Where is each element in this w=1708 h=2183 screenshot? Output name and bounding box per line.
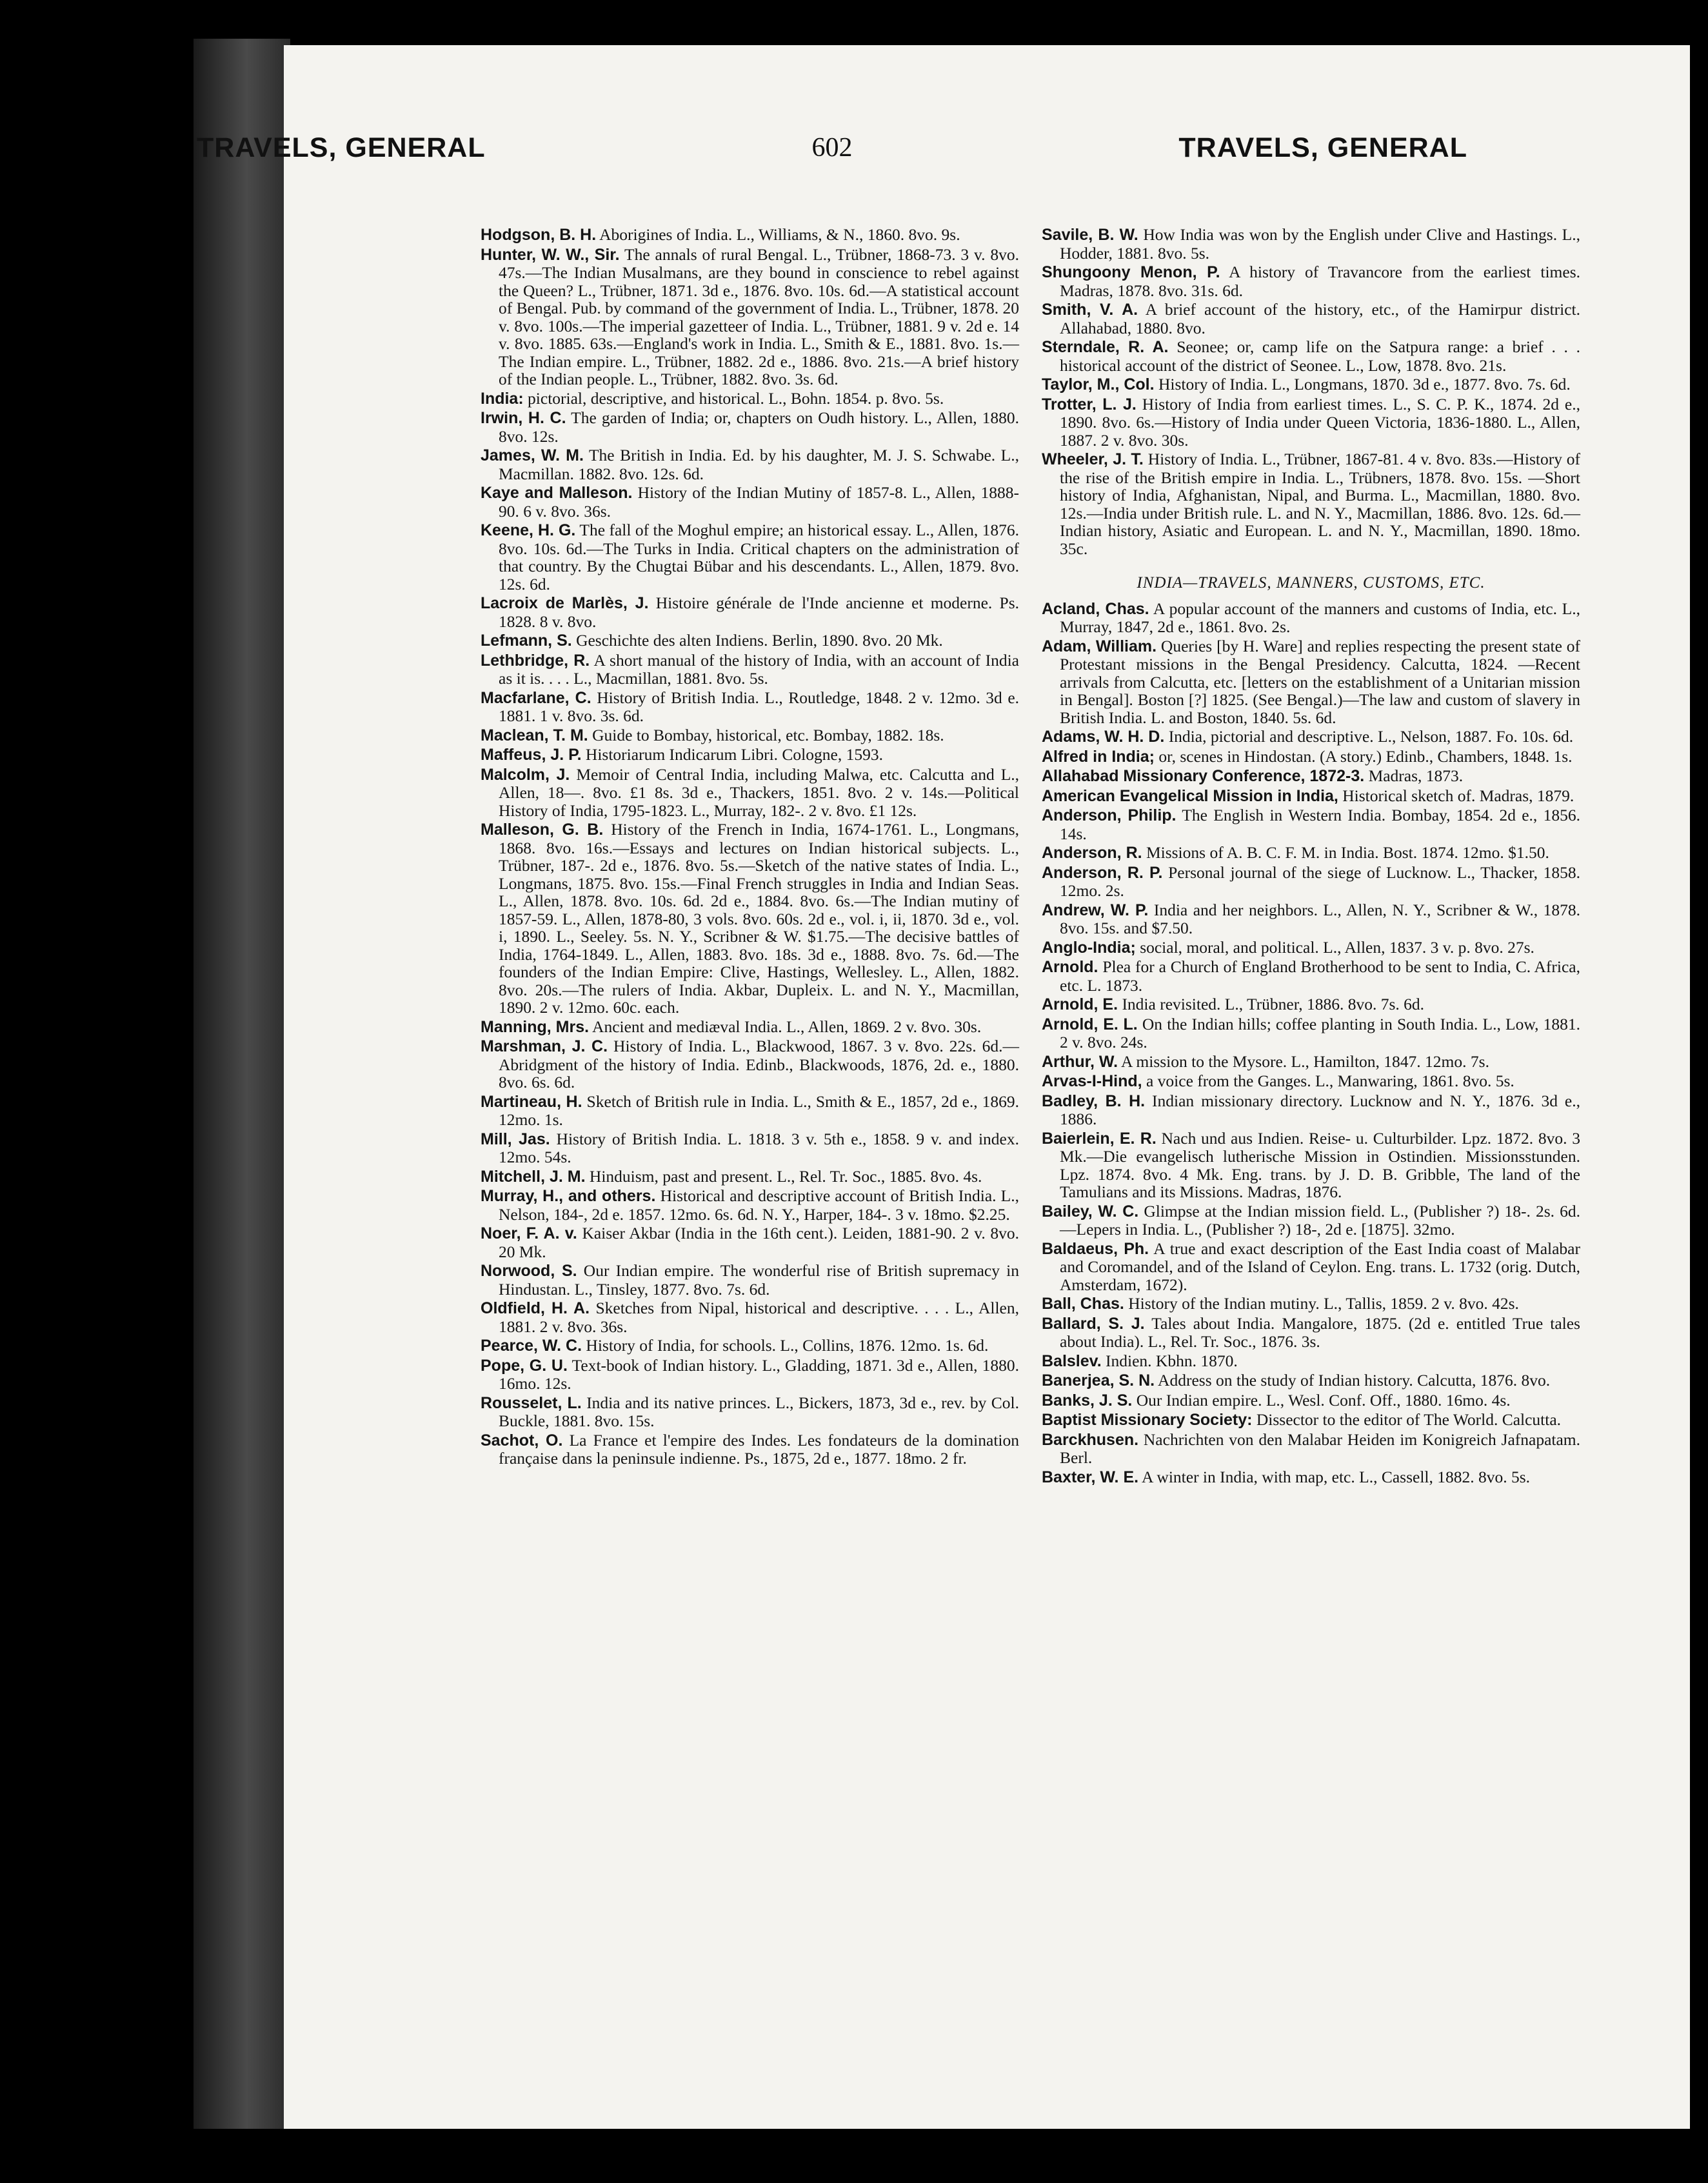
entry-author: Ballard, S. J. [1042, 1314, 1145, 1333]
bibliography-entry [1042, 939, 1580, 957]
entry-author: Arnold, E. [1042, 995, 1118, 1013]
bibliography-entry [1042, 1468, 1580, 1487]
bibliography-entry [1042, 1371, 1580, 1390]
entry-text: How India was won by the English under Clive and Hastings. L., Hodder, 1881. 8vo. 5s. [1060, 225, 1581, 263]
entry-author: Smith, V. A. [1042, 301, 1138, 319]
entry-text: Memoir of Central India, including Malwa, etc. Calcutta and L., Allen, 18—. 8vo. £1 8s. 3d e., Thackers, 1851. 8vo. 2 v. 14s.—Political History of India, 1795-1823. L., Murray, 182-. 2 v. 8vo. £1 12s. [499, 764, 1020, 820]
bibliography-entry [1042, 864, 1580, 900]
entry-text: Nachrichten von den Malabar Heiden im Konigreich Jafnapatam. Berl. [1060, 1430, 1581, 1467]
entry-text: La France et l'empire des Indes. Les fondateurs de la domination française dans la peninsule indienne. Ps., 1875, 2d e., 1877. 18mo. 2 fr. [499, 1430, 1020, 1468]
entry-text: Indien. Kbhn. 1870. [1106, 1351, 1238, 1370]
entry-author: Acland, Chas. [1042, 599, 1149, 618]
bibliography-entry [481, 409, 1019, 445]
entry-text: The English in Western India. Bombay, 1854. 2d e., 1856. 14s. [1060, 806, 1580, 843]
entry-author: Lefmann, S. [481, 632, 572, 650]
entry-author: Anderson, R. P. [1042, 863, 1163, 882]
entry-author: Banks, J. S. [1042, 1391, 1133, 1410]
bibliography-entry [1042, 1240, 1580, 1294]
entry-text: India revisited. L., Trübner, 1886. 8vo. 7s. 6d. [1122, 995, 1425, 1013]
bibliography-entry [481, 689, 1019, 725]
entry-author: Sachot, O. [481, 1431, 563, 1450]
bibliography-entry [1042, 375, 1580, 394]
bibliography-entry [481, 246, 1019, 388]
entry-author: Martineau, H. [481, 1092, 582, 1111]
bibliography-entry [481, 390, 1019, 408]
entry-author: Lethbridge, R. [481, 651, 590, 670]
entry-text: The garden of India; or, chapters on Oudh history. L., Allen, 1880. 8vo. 12s. [499, 408, 1019, 446]
entry-text: Hinduism, past and present. L., Rel. Tr. Soc., 1885. 8vo. 4s. [589, 1166, 982, 1186]
entry-author: Mill, Jas. [481, 1130, 550, 1148]
entry-text: History of India. L., Trübner, 1867-81. 4 v. 8vo. 83s.—History of the rise of the British empire in India. L., Trübners, 1878. 8vo. 15s. —Short history of India, Afghanistan, Nipal, and Burma. L., Macmillan, 1880. 8vo. 12s.—India under British rule. L. and N. Y., Macmillan, 1886. 8vo. 12s. 6d.—Indian history, Asiatic and European. L. and N. Y., Macmillan, 1890. 18mo. 35c. [1060, 450, 1580, 558]
bibliography-entry [481, 1037, 1019, 1092]
entry-author: Balslev. [1042, 1351, 1102, 1370]
entry-author: Pearce, W. C. [481, 1337, 582, 1355]
bibliography-entry [481, 1018, 1019, 1037]
entry-author: Adam, William. [1042, 637, 1157, 655]
entry-author: Arnold, E. L. [1042, 1015, 1138, 1033]
bibliography-entry [1042, 1411, 1580, 1430]
entry-author: Macfarlane, C. [481, 688, 591, 707]
bibliography-entry [481, 1299, 1019, 1335]
bibliography-entry [481, 594, 1019, 630]
bibliography-entry [1042, 728, 1580, 746]
entry-author: Savile, B. W. [1042, 226, 1138, 244]
bibliography-entry [481, 1224, 1019, 1261]
bibliography-entry [481, 1093, 1019, 1129]
book-spine-edge [194, 39, 290, 2129]
entry-text: Guide to Bombay, historical, etc. Bombay, 1882. 18s. [592, 725, 944, 744]
entry-author: Kaye and Malleson. [481, 484, 633, 502]
bibliography-entry [481, 1130, 1019, 1166]
bibliography-entry [1042, 1053, 1580, 1072]
entry-text: History of the Indian mutiny. L., Tallis, 1859. 2 v. 8vo. 42s. [1128, 1294, 1519, 1313]
entry-text: History of India, for schools. L., Collins, 1876. 12mo. 1s. 6d. [586, 1336, 989, 1355]
entry-text: Missions of A. B. C. F. M. in India. Bost. 1874. 12mo. $1.50. [1146, 843, 1549, 862]
entry-author: Wheeler, J. T. [1042, 450, 1144, 468]
entry-text: A short manual of the history of India, with an account of India as it is. . . . L., Macmillan, 1881. 8vo. 5s. [499, 650, 1019, 688]
entry-author: Pope, G. U. [481, 1356, 568, 1375]
bibliography-entry [1042, 844, 1580, 862]
entry-author: Malcolm, J. [481, 765, 570, 784]
bibliography-entry [1042, 1431, 1580, 1467]
bibliography-entry [481, 1262, 1019, 1298]
bibliography-entry [1042, 1015, 1580, 1052]
entry-text: A history of Travancore from the earliest times. Madras, 1878. 8vo. 31s. 6d. [1060, 263, 1580, 300]
entry-text: Histoire générale de l'Inde ancienne et moderne. Ps. 1828. 8 v. 8vo. [499, 593, 1019, 631]
entry-text: Madras, 1873. [1368, 766, 1464, 785]
entry-text: A winter in India, with map, etc. L., Cassell, 1882. 8vo. 5s. [1142, 1467, 1531, 1486]
entry-author: Noer, F. A. v. [481, 1224, 577, 1242]
right-column-entries-top [1042, 226, 1580, 557]
entry-author: Allahabad Missionary Conference, 1872-3. [1042, 767, 1365, 785]
bibliography-entry [481, 821, 1019, 1017]
entry-text: The fall of the Moghul empire; an historical essay. L., Allen, 1876. 8vo. 10s. 6d.—The Turks in India. Critical chapters on the administration of that country. By the Chugtai Bübar and his descendants. L., Allen, 1879. 8vo. 12s. 6d. [499, 521, 1020, 593]
entry-author: Malleson, G. B. [481, 821, 604, 839]
entry-author: Arthur, W. [1042, 1052, 1118, 1071]
entry-text: The British in India. Ed. by his daughter, M. J. S. Schwabe. L., Macmillan. 1882. 8vo. 12s. 6d. [499, 446, 1019, 483]
bibliography-entry [481, 226, 1019, 244]
entry-text: Indian missionary directory. Lucknow and N. Y., 1876. 3d e., 1886. [1060, 1091, 1581, 1128]
entry-author: Alfred in India; [1042, 747, 1155, 766]
entry-author: Irwin, H. C. [481, 409, 566, 427]
entry-author: Hodgson, B. H. [481, 226, 597, 244]
entry-author: Baldaeus, Ph. [1042, 1239, 1149, 1258]
entry-text: History of British India. L. 1818. 3 v. 5th e., 1858. 9 v. and index. 12mo. 54s. [499, 1129, 1020, 1166]
entry-text: Dissector to the editor of The World. Calcutta. [1256, 1410, 1562, 1429]
entry-text: History of the Indian Mutiny of 1857-8. L., Allen, 1888-90. 6 v. 8vo. 36s. [499, 483, 1019, 521]
entry-author: Maffeus, J. P. [481, 746, 582, 764]
entry-text: Address on the study of Indian history. Calcutta, 1876. 8vo. [1158, 1371, 1551, 1390]
entry-text: History of India from earliest times. L., S. C. P. K., 1874. 2d e., 1890. 8vo. 6s.—History of India under Queen Victoria, 1836-1880. L., Allen, 1887. 2 v. 8vo. 30s. [1060, 394, 1580, 450]
entry-author: Baxter, W. E. [1042, 1468, 1139, 1486]
entry-author: Oldfield, H. A. [481, 1299, 590, 1317]
entry-text: A brief account of the history, etc., of the Hamirpur district. Allahabad, 1880. 8vo. [1060, 300, 1581, 337]
bibliography-entry [481, 1357, 1019, 1393]
entry-author: Anderson, Philip. [1042, 806, 1177, 824]
entry-author: Arnold. [1042, 958, 1098, 976]
bibliography-entry [1042, 748, 1580, 766]
entry-author: Arvas-I-Hind, [1042, 1072, 1142, 1090]
bibliography-entry [1042, 1315, 1580, 1351]
entry-text: History of the French in India, 1674-1761. L., Longmans, 1868. 8vo. 16s.—Essays and lectures on Indian historical subjects. L., Trübner, 187-. 2d e., 1876. 8vo. 5s.—Sketch of the native states of India. L., Longmans, 1875. 8vo. 15s.—Final French struggles in India and Indian Seas. L., Allen, 1878. 8vo. 10s. 6d. 2d e., 1884. 8vo. 6s.—The Indian mutiny of 1857-59. L., Allen, 1878-80, 3 vols. 8vo. 60s. 2d e., vol. i, ii, 1870. 3d e., vol. i, 1890. L., Seeley. 5s. N. Y., Scribner & W. $1.75.—The decisive battles of India, 1764-1849. L., Allen, 1883. 8vo. 18s. 3d e., 1888. 8vo. 7s. 6d.—The founders of the Indian Empire: Clive, Hastings, Wellesley. L., Allen, 1882. 8vo. 20s.—The rulers of India. Akbar, Dupleix. L. and N. Y., Macmillan, 1890. 2 v. 12mo. 60c. each. [499, 820, 1020, 1017]
bibliography-entry [481, 1168, 1019, 1186]
bibliography-entry [481, 1394, 1019, 1430]
entry-author: Taylor, M., Col. [1042, 375, 1155, 394]
bibliography-entry [1042, 301, 1580, 337]
entry-text: Our Indian empire. L., Wesl. Conf. Off., 1880. 16mo. 4s. [1136, 1390, 1511, 1410]
entry-text: Tales about India. Mangalore, 1875. (2d e. entitled True tales about India). L., Rel. Tr. Soc., 1876. 3s. [1060, 1313, 1580, 1351]
entry-text: Plea for a Church of England Brotherhood to be sent to India, C. Africa, etc. L. 1873. [1060, 957, 1580, 995]
entry-author: Barckhusen. [1042, 1430, 1139, 1449]
entry-author: Baptist Missionary Society: [1042, 1411, 1253, 1429]
bibliography-entry [1042, 901, 1580, 937]
entry-author: Maclean, T. M. [481, 726, 588, 744]
entry-author: Andrew, W. P. [1042, 901, 1149, 919]
entry-author: James, W. M. [481, 446, 584, 464]
entry-author: Rousselet, L. [481, 1393, 582, 1412]
right-column-entries-bottom [1042, 600, 1580, 1487]
entry-author: Norwood, S. [481, 1262, 577, 1280]
entry-author: Marshman, J. C. [481, 1037, 608, 1055]
entry-author: Trotter, L. J. [1042, 395, 1137, 414]
bibliography-entry [1042, 1072, 1580, 1091]
bibliography-entry [1042, 995, 1580, 1014]
entry-text: Kaiser Akbar (India in the 16th cent.). Leiden, 1881-90. 2 v. 8vo. 20 Mk. [499, 1224, 1019, 1261]
entry-author: American Evangelical Mission in India, [1042, 786, 1338, 805]
bibliography-entry [1042, 1130, 1580, 1201]
entry-text: Our Indian empire. The wonderful rise of British supremacy in Hindustan. L., Tinsley, 1877. 8vo. 7s. 6d. [499, 1261, 1020, 1299]
bibliography-entry [1042, 1202, 1580, 1239]
bibliography-entry [1042, 1352, 1580, 1371]
entry-author: India: [481, 389, 524, 408]
entry-text: Aborigines of India. L., Williams, & N., 1860. 8vo. 9s. [599, 225, 960, 244]
entry-text: Nach und aus Indien. Reise- u. Culturbilder. Lpz. 1872. 8vo. 3 Mk.—Die evangelisch lutherische Mission in Ostindien. Missionsstunden. Lpz. 1874. 8vo. 4 Mk. Eng. trans. by J. D. B. Gribble, The land of the Tamulians and its Missions. Madras, 1876. [1060, 1128, 1581, 1201]
entry-text: Historical sketch of. Madras, 1879. [1342, 786, 1574, 805]
bibliography-entry [481, 521, 1019, 593]
entry-text: Ancient and mediæval India. L., Allen, 1869. 2 v. 8vo. 30s. [592, 1017, 982, 1036]
entry-text: Sketch of British rule in India. L., Smith & E., 1857, 2d e., 1869. 12mo. 1s. [499, 1092, 1019, 1129]
bibliography-entry [1042, 338, 1580, 374]
bibliography-entry [481, 726, 1019, 745]
entry-author: Anderson, R. [1042, 844, 1142, 862]
entry-text: India and her neighbors. L., Allen, N. Y., Scribner & W., 1878. 8vo. 15s. and $7.50. [1060, 900, 1581, 937]
left-column [481, 226, 1019, 1469]
section-heading: INDIA—TRAVELS, MANNERS, CUSTOMS, ETC. [1137, 574, 1485, 592]
entry-text: Glimpse at the Indian mission field. L., (Publisher ?) 18-. 2s. 6d.—Lepers in India. L., (Publisher ?) 18-, 2d e. [1875]. 32mo. [1060, 1201, 1581, 1239]
bibliography-entry [481, 1337, 1019, 1355]
entry-author: Baierlein, E. R. [1042, 1129, 1157, 1148]
bibliography-entry [481, 446, 1019, 483]
entry-text: Seonee; or, camp life on the Satpura range: a brief . . . historical account of the district of Seonee. L., Low, 1878. 8vo. 21s. [1060, 337, 1580, 375]
entry-text: Text-book of Indian history. L., Gladding, 1871. 3d e., Allen, 1880. 16mo. 12s. [499, 1355, 1019, 1393]
entry-text: A true and exact description of the East India coast of Malabar and Coromandel, and of the Island of Ceylon. Eng. trans. L. 1732 (orig. Dutch, Amsterdam, 1672). [1060, 1239, 1580, 1294]
entry-author: Manning, Mrs. [481, 1017, 590, 1036]
entry-author: Keene, H. G. [481, 521, 576, 539]
entry-author: Sterndale, R. A. [1042, 338, 1169, 356]
entry-author: Hunter, W. W., Sir. [481, 245, 620, 264]
entry-text: Historical and descriptive account of British India. L., Nelson, 184-, 2d e. 1857. 12mo. 6s. 6d. N. Y., Harper, 184-. 3 v. 18mo. $2.25. [499, 1186, 1020, 1224]
entry-text: History of British India. L., Routledge, 1848. 2 v. 12mo. 3d e. 1881. 1 v. 8vo. 3s. 6d. [499, 688, 1020, 725]
bibliography-entry [1042, 637, 1580, 727]
bibliography-entry [1042, 600, 1580, 636]
bibliography-entry [481, 652, 1019, 688]
entry-text: History of India. L., Blackwood, 1867. 3 v. 8vo. 22s. 6d.—Abridgment of the history of India. Edinb., Blackwoods, 1876, 2d. e., 1880. 8vo. 6s. 6d. [499, 1037, 1020, 1092]
entry-author: Adams, W. H. D. [1042, 728, 1165, 746]
running-head-left: TRAVELS, GENERAL [197, 132, 486, 163]
bibliography-entry [481, 632, 1019, 650]
bibliography-entry [1042, 1295, 1580, 1313]
entry-author: Bailey, W. C. [1042, 1202, 1139, 1221]
entry-author: Badley, B. H. [1042, 1092, 1146, 1110]
entry-text: A mission to the Mysore. L., Hamilton, 1847. 12mo. 7s. [1121, 1052, 1489, 1071]
entry-text: social, moral, and political. L., Allen, 1837. 3 v. p. 8vo. 27s. [1140, 937, 1534, 957]
right-column [1042, 226, 1580, 1488]
bibliography-entry [481, 746, 1019, 764]
entry-text: Queries [by H. Ware] and replies respecting the present state of Protestant missions in the Bengal Presidency. Calcutta, 1824. —Recent arrivals from Calcutta, etc. [letters on the establishment of a Unitarian mission in Bengal]. Boston [?] 1825. (See Bengal.)—The law and custom of slavery in British India. L. and Boston, 1840. 5s. 6d. [1060, 636, 1581, 727]
entry-text: History of India. L., Longmans, 1870. 3d e., 1877. 8vo. 7s. 6d. [1158, 375, 1571, 394]
entry-text: A popular account of the manners and customs of India, etc. L., Murray, 1847, 2d e., 1861. 8vo. 2s. [1060, 599, 1581, 636]
bibliography-entry [1042, 1092, 1580, 1128]
entry-text: or, scenes in Hindostan. (A story.) Edinb., Chambers, 1848. 1s. [1158, 746, 1573, 766]
entry-text: Sketches from Nipal, historical and descriptive. . . . L., Allen, 1881. 2 v. 8vo. 36s. [499, 1299, 1020, 1336]
page-header [197, 132, 1467, 171]
entry-author: Mitchell, J. M. [481, 1167, 586, 1186]
entry-author: Ball, Chas. [1042, 1295, 1124, 1313]
entry-text: India, pictorial and descriptive. L., Nelson, 1887. Fo. 10s. 6d. [1168, 727, 1574, 746]
entry-text: pictorial, descriptive, and historical. L., Bohn. 1854. p. 8vo. 5s. [528, 388, 944, 408]
bibliography-entry [481, 1431, 1019, 1468]
entry-author: Shungoony Menon, P. [1042, 263, 1220, 281]
entry-author: Banerjea, S. N. [1042, 1371, 1155, 1390]
entry-text: India and its native princes. L., Bickers, 1873, 3d e., rev. by Col. Buckle, 1881. 8vo. 15s. [499, 1393, 1020, 1430]
bibliography-entry [481, 1187, 1019, 1223]
bibliography-entry [1042, 395, 1580, 450]
bibliography-entry [481, 766, 1019, 820]
entry-text: Historiarum Indicarum Libri. Cologne, 1593. [585, 745, 883, 764]
running-head-right: TRAVELS, GENERAL [1178, 132, 1467, 163]
bibliography-entry [1042, 450, 1580, 557]
entry-author: Anglo-India; [1042, 938, 1136, 957]
bibliography-entry [1042, 806, 1580, 842]
bibliography-entry [1042, 767, 1580, 786]
entry-author: Murray, H., and others. [481, 1187, 656, 1205]
entry-text: Personal journal of the siege of Lucknow. L., Thacker, 1858. 12mo. 2s. [1060, 862, 1580, 900]
entry-text: Geschichte des alten Indiens. Berlin, 1890. 8vo. 20 Mk. [576, 631, 943, 650]
bibliography-entry [1042, 1391, 1580, 1410]
bibliography-entry [1042, 226, 1580, 262]
bibliography-entry [481, 484, 1019, 520]
entry-text: a voice from the Ganges. L., Manwaring, 1861. 8vo. 5s. [1146, 1072, 1514, 1090]
bibliography-entry [1042, 958, 1580, 994]
bibliography-entry [1042, 263, 1580, 299]
entry-author: Lacroix de Marlès, J. [481, 594, 649, 612]
bibliography-entry [1042, 787, 1580, 806]
entry-text: On the Indian hills; coffee planting in South India. L., Low, 1881. 2 v. 8vo. 24s. [1060, 1014, 1580, 1052]
entry-text: The annals of rural Bengal. L., Trübner, 1868-73. 3 v. 8vo. 47s.—The Indian Musalmans, are they bound in conscience to rebel against the Queen? L., Trübner, 1871. 3d e., 1876. 8vo. 10s. 6d.—A statistical account of Bengal. Pub. by command of the government of India. L., Trübner, 1878. 20 v. 8vo. 100s.—The imperial gazetteer of India. L., Trübner, 1881. 9 v. 2d e. 14 v. 8vo. 1885. 63s.—England's work in India. L., Smith & E., 1881. 8vo. 1s.—The Indian empire. L., Trübner, 1882. 2d e., 1886. 8vo. 21s.—A brief history of the Indian people. L., Trübner, 1882. 8vo. 3s. 6d. [499, 244, 1019, 388]
page-number: 602 [811, 133, 853, 163]
